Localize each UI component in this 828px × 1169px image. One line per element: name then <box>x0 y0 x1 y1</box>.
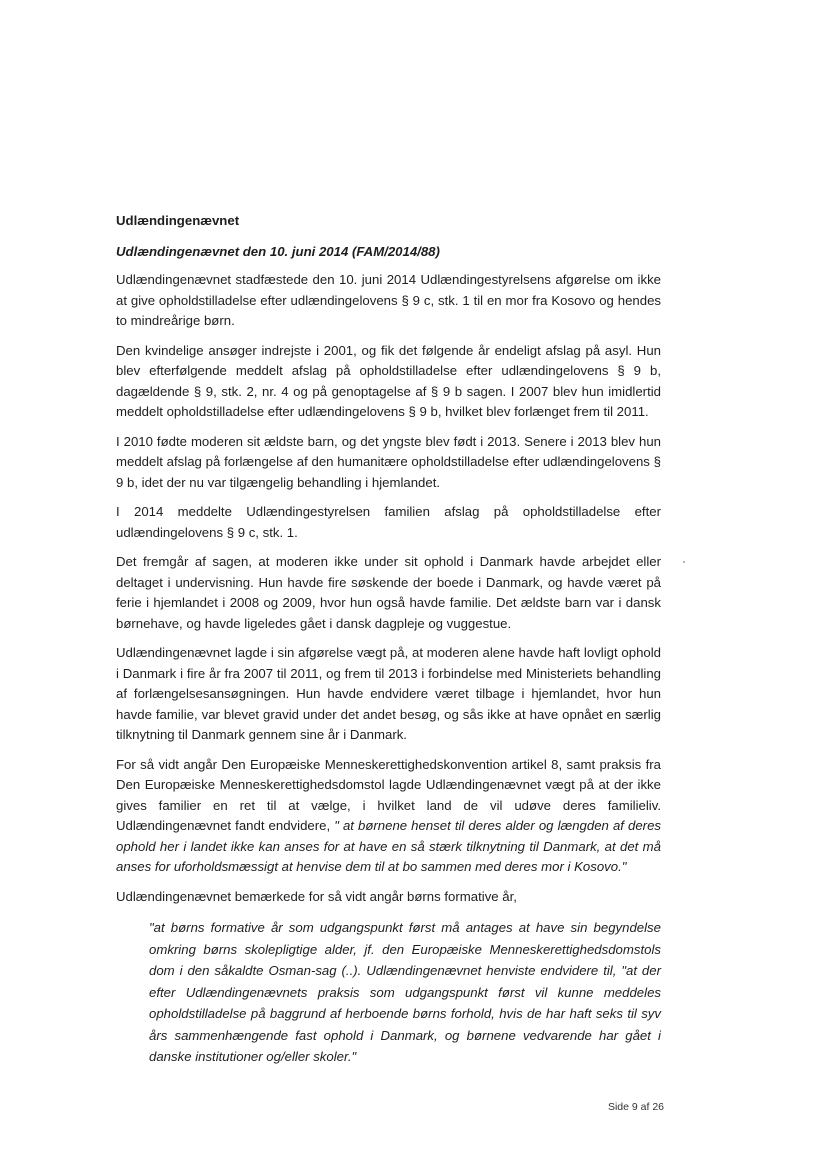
paragraph: I 2010 fødte moderen sit ældste barn, og det yngste blev født i 2013. Senere i 2013 blev hun meddelt afslag på forlængelse af den humanitære opholdstilladelse efter udlændingelovens § 9 b, idet der nu var tilgængelig behandling i hjemlandet. <box>116 433 661 490</box>
paragraph: I 2014 meddelte Udlændingestyrelsen familien afslag på opholdstilladelse efter udlændingelovens § 9 c, stk. 1. <box>116 504 661 540</box>
paragraph: Det fremgår af sagen, at moderen ikke under sit ophold i Danmark havde arbejdet eller deltaget i undervisning. Hun havde fire søskende der boede i Danmark, og havde været på ferie i hjemlandet i 2008 og 2009, hvor hun også havde familie. Det ældste barn var i dansk børnehave, og havde ligeledes gået i dansk dagpleje og vuggestue. <box>116 554 661 631</box>
block-quote: "at børns formative år som udgangspunkt først må antages at have sin begyndelse omkring børns skolepligtige alder, jf. den Europæiske Menneskerettighedsdomstols dom i den såkaldte Osman-sag (..). Udlændingenævnet henviste endvidere til, "at der efter Udlændingenævnets praksis som udgangspunkt først vil kunne meddeles opholdstilladelse på baggrund af herboende børns forhold, hvis de har haft seks til syv års sammenhængende fast ophold i Danmark, og børnene vedvarende har gået i danske institutioner og/eller skoler." <box>149 920 661 1064</box>
page-number: Side 9 af 26 <box>607 1101 664 1113</box>
paragraph-echr <box>116 755 661 878</box>
paragraph: Den kvindelige ansøger indrejste i 2001, og fik det følgende år endeligt afslag på asyl. Hun blev efterfølgende meddelt afslag på opholdstilladelse efter udlændingelovens § 9 b, dagældende § 9, stk. 2, nr. 4 og på genoptagelse af § 9 b sagen. I 2007 blev hun imidlertid meddelt opholdstilladelse efter udlændingelovens § 9 b, hvilket blev forlænget frem til 2011. <box>116 342 661 419</box>
paragraph: Udlændingenævnet lagde i sin afgørelse vægt på, at moderen alene havde haft lovligt ophold i Danmark i fire år fra 2007 til 2011, og frem til 2013 i forbindelse med Ministeriets behandling af forlængelsesansøgningen. Hun havde endvidere været tilbage i hjemlandet, hvor hun havde familie, var blevet gravid under det andet besøg, og sås ikke at have opnået en særlig tilknytning til Danmark gennem sine år i Danmark. <box>116 645 661 742</box>
section-heading: Udlændingenævnet <box>116 213 240 228</box>
paragraph: Udlændingenævnet stadfæstede den 10. juni 2014 Udlændingestyrelsens afgørelse om ikke at give opholdstilladelse efter udlændingelovens § 9 c, stk. 1 til en mor fra Kosovo og hendes to mindreårige børn. <box>116 272 661 328</box>
paragraph-text: For så vidt angår Den Europæiske Menneskerettighedskonvention artikel 8, samt praksis fra Den Europæiske Menneskerettighedsdomstol lagde Udlændingenævnet vægt på at der ikke gives familier en ret til at vælge, i hvilket land de vil udøve deres familieliv. Udlændingenævnet fandt endvidere, <box>116 756 661 833</box>
inline-quote: " at børnene henset til deres alder og længden af deres ophold her i landet ikke kan anses for at have en så stærk tilknytning til Danmark, at det må anses for uforholdsmæssigt at henvise dem til at bo sammen med deres mor i Kosovo." <box>116 818 661 874</box>
document-body <box>116 211 661 1068</box>
paragraph: Udlændingenævnet bemærkede for så vidt angår børns formative år, <box>116 888 517 904</box>
scan-speck <box>683 561 685 563</box>
case-title: Udlændingenævnet den 10. juni 2014 (FAM/2014/88) <box>116 243 440 259</box>
